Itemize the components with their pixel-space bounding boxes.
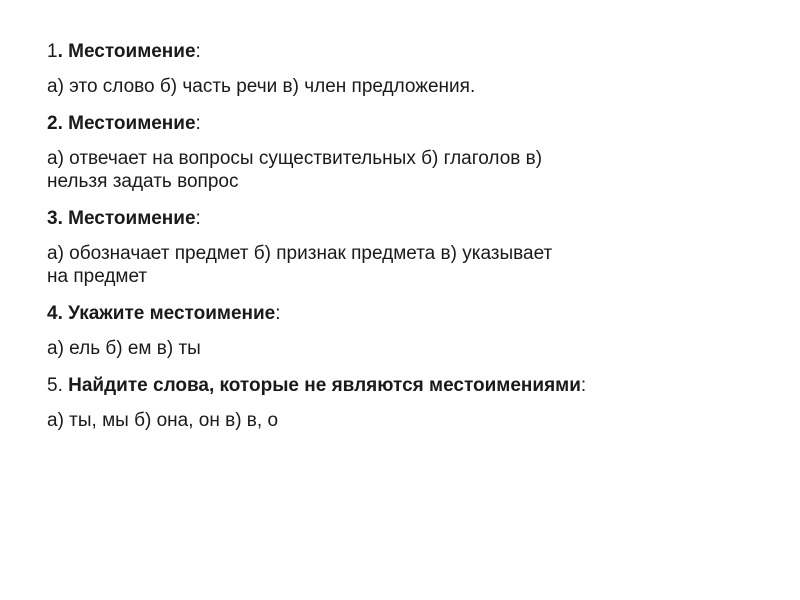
question-4-number: 4. [47, 303, 63, 324]
question-3-title: Местоимение [62, 208, 196, 229]
question-1-number: 1 [47, 41, 58, 62]
question-2-heading [47, 112, 687, 135]
question-4-heading [47, 302, 687, 325]
question-3-number: 3. [47, 208, 63, 229]
question-1-number-dot: . [57, 41, 63, 62]
question-4-title: Укажите местоимение [62, 303, 276, 324]
question-3-options-line-1: а) обозначает предмет б) признак предмета в) указывает [47, 243, 553, 264]
question-2-title: Местоимение [62, 113, 196, 134]
question-2-colon: : [195, 113, 201, 134]
question-1-colon: : [195, 41, 201, 62]
question-5-options: а) ты, мы б) она, он в) в, о [47, 410, 279, 431]
question-2-number: 2. [47, 113, 63, 134]
quiz-list [47, 40, 687, 446]
question-2-options-line-1: а) отвечает на вопросы существительных б) глаголов в) [47, 148, 543, 169]
question-3-heading [47, 207, 687, 230]
question-1-title: Местоимение [62, 41, 196, 62]
question-5-title: Найдите слова, которые не являются местоимениями [62, 375, 581, 396]
question-5-colon: : [580, 375, 587, 396]
question-5-heading [47, 374, 687, 397]
question-1-heading [47, 40, 687, 63]
question-3-options-line-2: на предмет [47, 266, 148, 287]
question-2-options [47, 147, 687, 193]
question-1-options: а) это слово б) часть речи в) член предложения. [47, 76, 476, 97]
question-2-options-line-2: нельзя задать вопрос [47, 171, 239, 192]
question-3-options [47, 242, 687, 288]
question-4-options: а) ель б) ем в) ты [47, 338, 201, 359]
question-3-colon: : [195, 208, 201, 229]
question-4-colon: : [275, 303, 281, 324]
question-5-number: 5. [47, 375, 63, 396]
